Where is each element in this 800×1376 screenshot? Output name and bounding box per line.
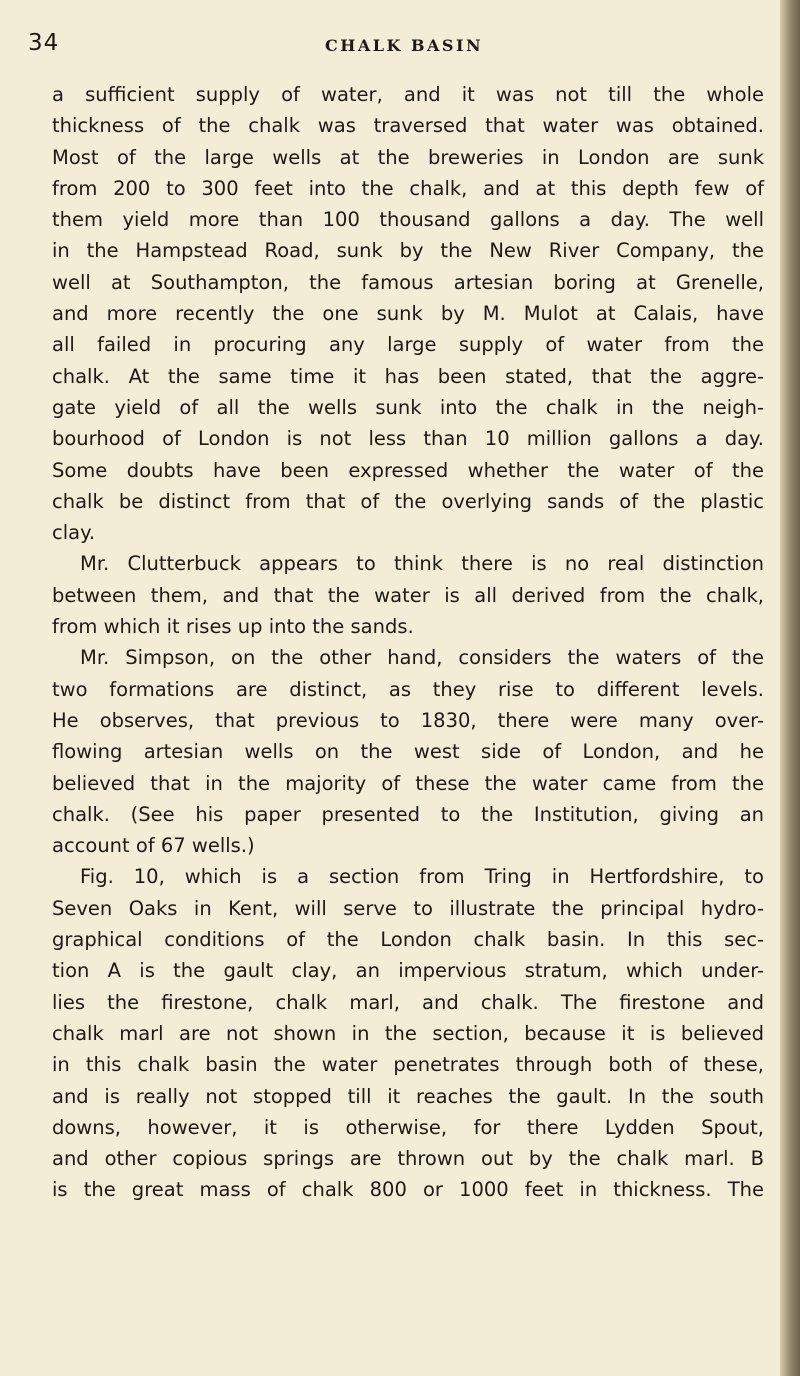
text-line: Seven Oaks in Kent, will serve to illustrate the principal hydro-	[52, 896, 764, 920]
text-line: and more recently the one sunk by M. Mulot at Calais, have	[52, 302, 764, 326]
text-line: thickness of the chalk was traversed that water was obtained.	[52, 114, 764, 138]
text-line: Most of the large wells at the breweries in London are sunk	[52, 145, 764, 169]
text-line: in the Hampstead Road, sunk by the New River Company, the	[52, 239, 764, 263]
text-line: well at Southampton, the famous artesian boring at Grenelle,	[52, 270, 764, 294]
text-line: He observes, that previous to 1830, there were many over-	[52, 708, 764, 732]
text-line: believed that in the majority of these the water came from the	[52, 771, 764, 795]
text-line: a sufficient supply of water, and it was not till the whole	[52, 83, 764, 106]
text-line: account of 67 wells.)	[52, 834, 255, 858]
text-line: lies the firestone, chalk marl, and chalk. The firestone and	[52, 990, 764, 1014]
text-line: two formations are distinct, as they rise to different levels.	[52, 677, 764, 701]
text-line: between them, and that the water is all derived from the chalk,	[52, 583, 764, 607]
text-line: chalk marl are not shown in the section, because it is believed	[52, 1021, 764, 1045]
text-line: clay.	[52, 521, 96, 545]
text-line: from 200 to 300 feet into the chalk, and at this depth few of	[52, 176, 764, 200]
text-line: Mr. Clutterbuck appears to think there is no real distinction	[80, 552, 764, 576]
text-line: them yield more than 100 thousand gallons a day. The well	[52, 208, 764, 232]
running-title: CHALK BASIN	[325, 36, 484, 55]
text-line: gate yield of all the wells sunk into the chalk in the neigh-	[52, 395, 764, 419]
text-line: is the great mass of chalk 800 or 1000 feet in thickness. The	[52, 1178, 764, 1202]
text-line: Fig. 10, which is a section from Tring in Hertfordshire, to	[80, 865, 764, 889]
body-text	[52, 79, 764, 1206]
text-line: all failed in procuring any large supply of water from the	[52, 333, 764, 357]
text-line: and other copious springs are thrown out by the chalk marl. B	[52, 1147, 764, 1171]
text-line: Some doubts have been expressed whether the water of the	[52, 458, 764, 482]
text-line: graphical conditions of the London chalk basin. In this sec-	[52, 928, 764, 952]
text-line: in this chalk basin the water penetrates through both of these,	[52, 1053, 764, 1077]
text-line: chalk be distinct from that of the overlying sands of the plastic	[52, 489, 764, 513]
text-line: chalk. At the same time it has been stated, that the aggre-	[52, 364, 764, 388]
text-line: tion A is the gault clay, an impervious stratum, which under-	[52, 959, 764, 983]
page-edge	[780, 0, 800, 1376]
text-line: and is really not stopped till it reaches the gault. In the south	[52, 1084, 764, 1108]
text-line: chalk. (See his paper presented to the Institution, giving an	[52, 802, 764, 826]
page-number: 34	[28, 30, 60, 56]
text-line: from which it rises up into the sands.	[52, 615, 414, 639]
text-line: downs, however, it is otherwise, for there Lydden Spout,	[52, 1115, 764, 1139]
text-line: flowing artesian wells on the west side of London, and he	[52, 740, 764, 764]
text-line: bourhood of London is not less than 10 million gallons a day.	[52, 427, 764, 451]
text-line: Mr. Simpson, on the other hand, considers the waters of the	[80, 646, 764, 670]
